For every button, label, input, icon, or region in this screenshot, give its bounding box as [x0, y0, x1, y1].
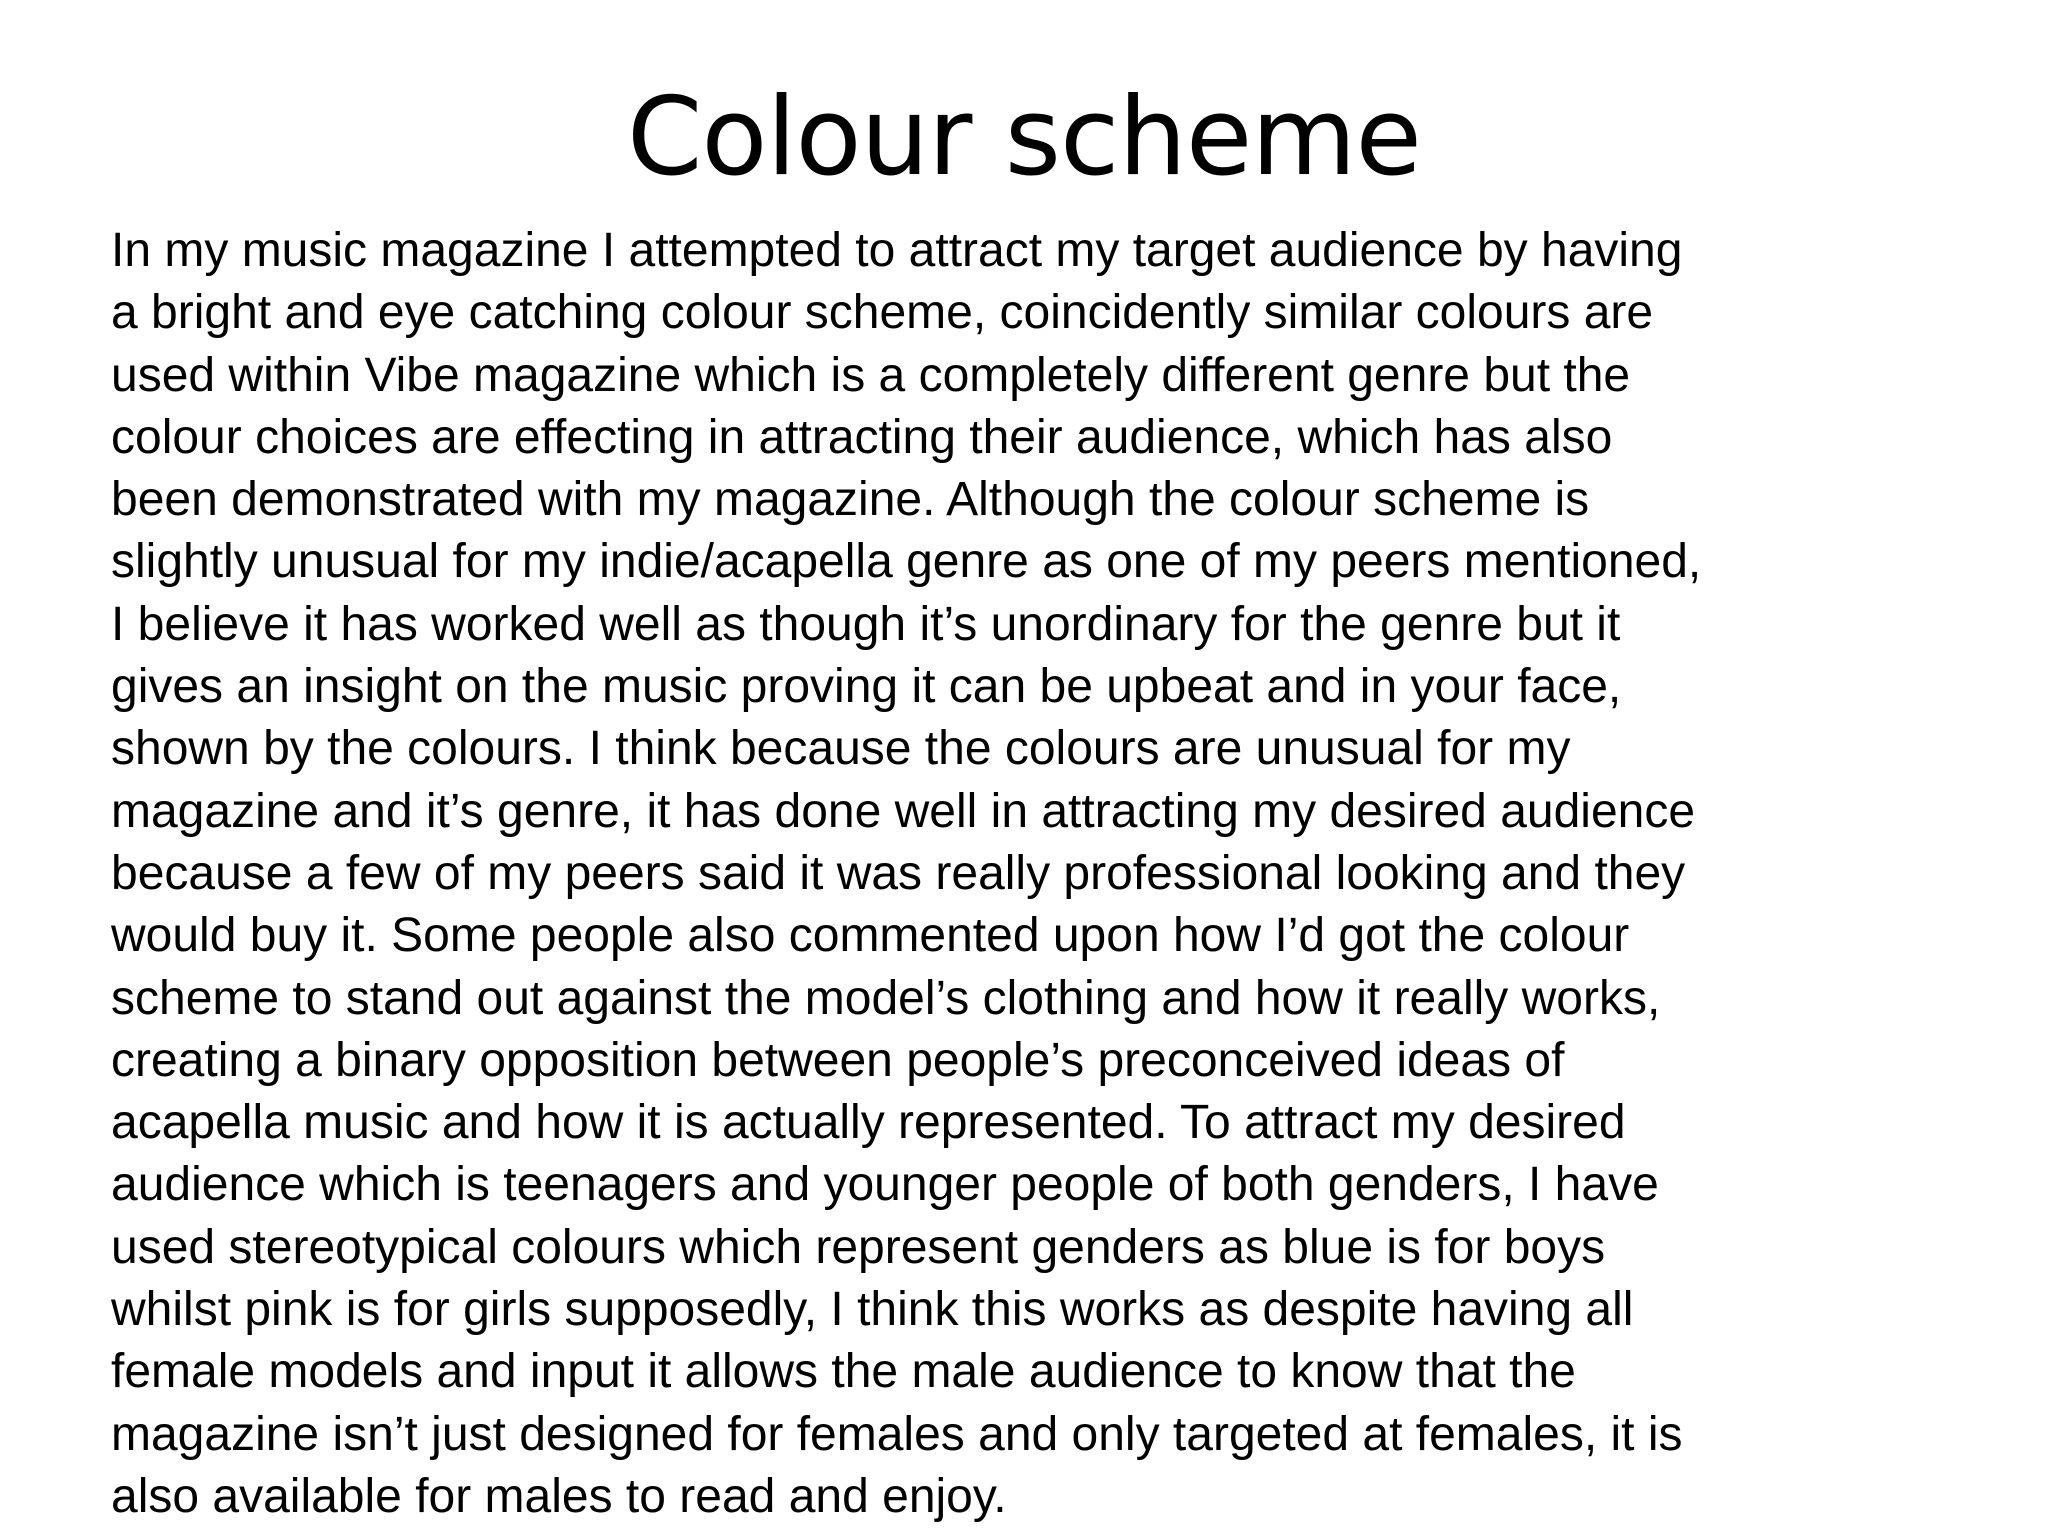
body-line: used within Vibe magazine which is a completely different genre but the — [111, 348, 1631, 402]
slide-title: Colour scheme — [627, 75, 1421, 200]
body-line: In my music magazine I attempted to attract my target audience by having — [111, 224, 1683, 277]
body-line: I believe it has worked well as though it’s unordinary for the genre but it — [111, 597, 1621, 651]
body-line: used stereotypical colours which represent genders as blue is for boys — [111, 1220, 1606, 1274]
body-line: whilst pink is for girls supposedly, I think this works as despite having all — [111, 1283, 1634, 1337]
body-line: audience which is teenagers and younger people of both genders, I have — [111, 1158, 1659, 1212]
body-line: been demonstrated with my magazine. Although the colour scheme is — [111, 473, 1590, 527]
body-line: colour choices are effecting in attracting their audience, which has also — [111, 410, 1613, 464]
body-line: would buy it. Some people also commented upon how I’d got the colour — [111, 909, 1630, 963]
body-line: female models and input it allows the male audience to know that the — [111, 1345, 1576, 1399]
body-line: slightly unusual for my indie/acapella genre as one of my peers mentioned, — [111, 535, 1702, 589]
body-line: acapella music and how it is actually represented. To attract my desired — [111, 1096, 1626, 1150]
body-line: shown by the colours. I think because the colours are unusual for my — [111, 722, 1571, 776]
body-line: creating a binary opposition between people’s preconceived ideas of — [111, 1033, 1565, 1087]
body-line: also available for males to read and enjoy. — [111, 1469, 1007, 1523]
body-line: gives an insight on the music proving it can be upbeat and in your face, — [111, 660, 1622, 714]
body-line: a bright and eye catching colour scheme, coincidently similar colours are — [111, 286, 1654, 340]
body-line: because a few of my peers said it was really professional looking and they — [111, 846, 1686, 900]
body-line: magazine isn’t just designed for females and only targeted at females, it is — [111, 1407, 1683, 1461]
body-line: scheme to stand out against the model’s clothing and how it really works, — [111, 971, 1661, 1025]
body-line: magazine and it’s genre, it has done well in attracting my desired audience — [111, 784, 1696, 838]
slide-body-text — [111, 220, 1991, 1528]
